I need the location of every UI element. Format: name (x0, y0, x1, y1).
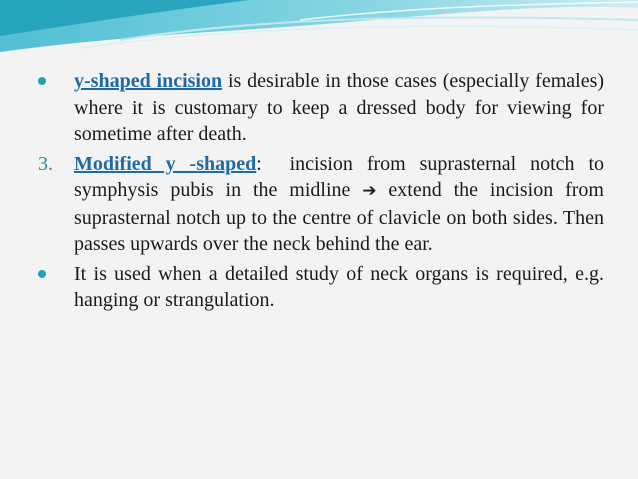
arrow-right-icon: ➔ (362, 181, 377, 201)
bullet-item-y-shaped (38, 68, 604, 148)
bullet-item-neck-organs (38, 261, 604, 314)
bullet-dot-icon (38, 270, 46, 278)
term-separator: : (256, 152, 262, 175)
bullet-dot-icon (38, 77, 46, 85)
term-modified-y-shaped: Modified y -shaped (74, 152, 257, 175)
term-y-shaped-incision: y-shaped incision (74, 70, 223, 92)
item-text-before-arrow: incision from suprasternal notch to symphysis pubis in the midline (74, 152, 609, 201)
item-text: is desirable in those cases (especially females) where it is customary to keep a dressed body for viewing for sometime after death. (74, 70, 605, 145)
item-text: It is used when a detailed study of neck organs is required, e.g. hanging or strangulation. (74, 262, 604, 311)
item-text-after-arrow: extend the incision from suprasternal notch up to the centre of clavicle on both sides. Then passes upwards over the neck behind the ear. (74, 179, 604, 255)
numbered-item-modified-y-shaped (38, 151, 609, 258)
header-wave-decoration (0, 0, 638, 60)
slide-body (38, 68, 609, 317)
item-number: 3. (38, 152, 53, 175)
